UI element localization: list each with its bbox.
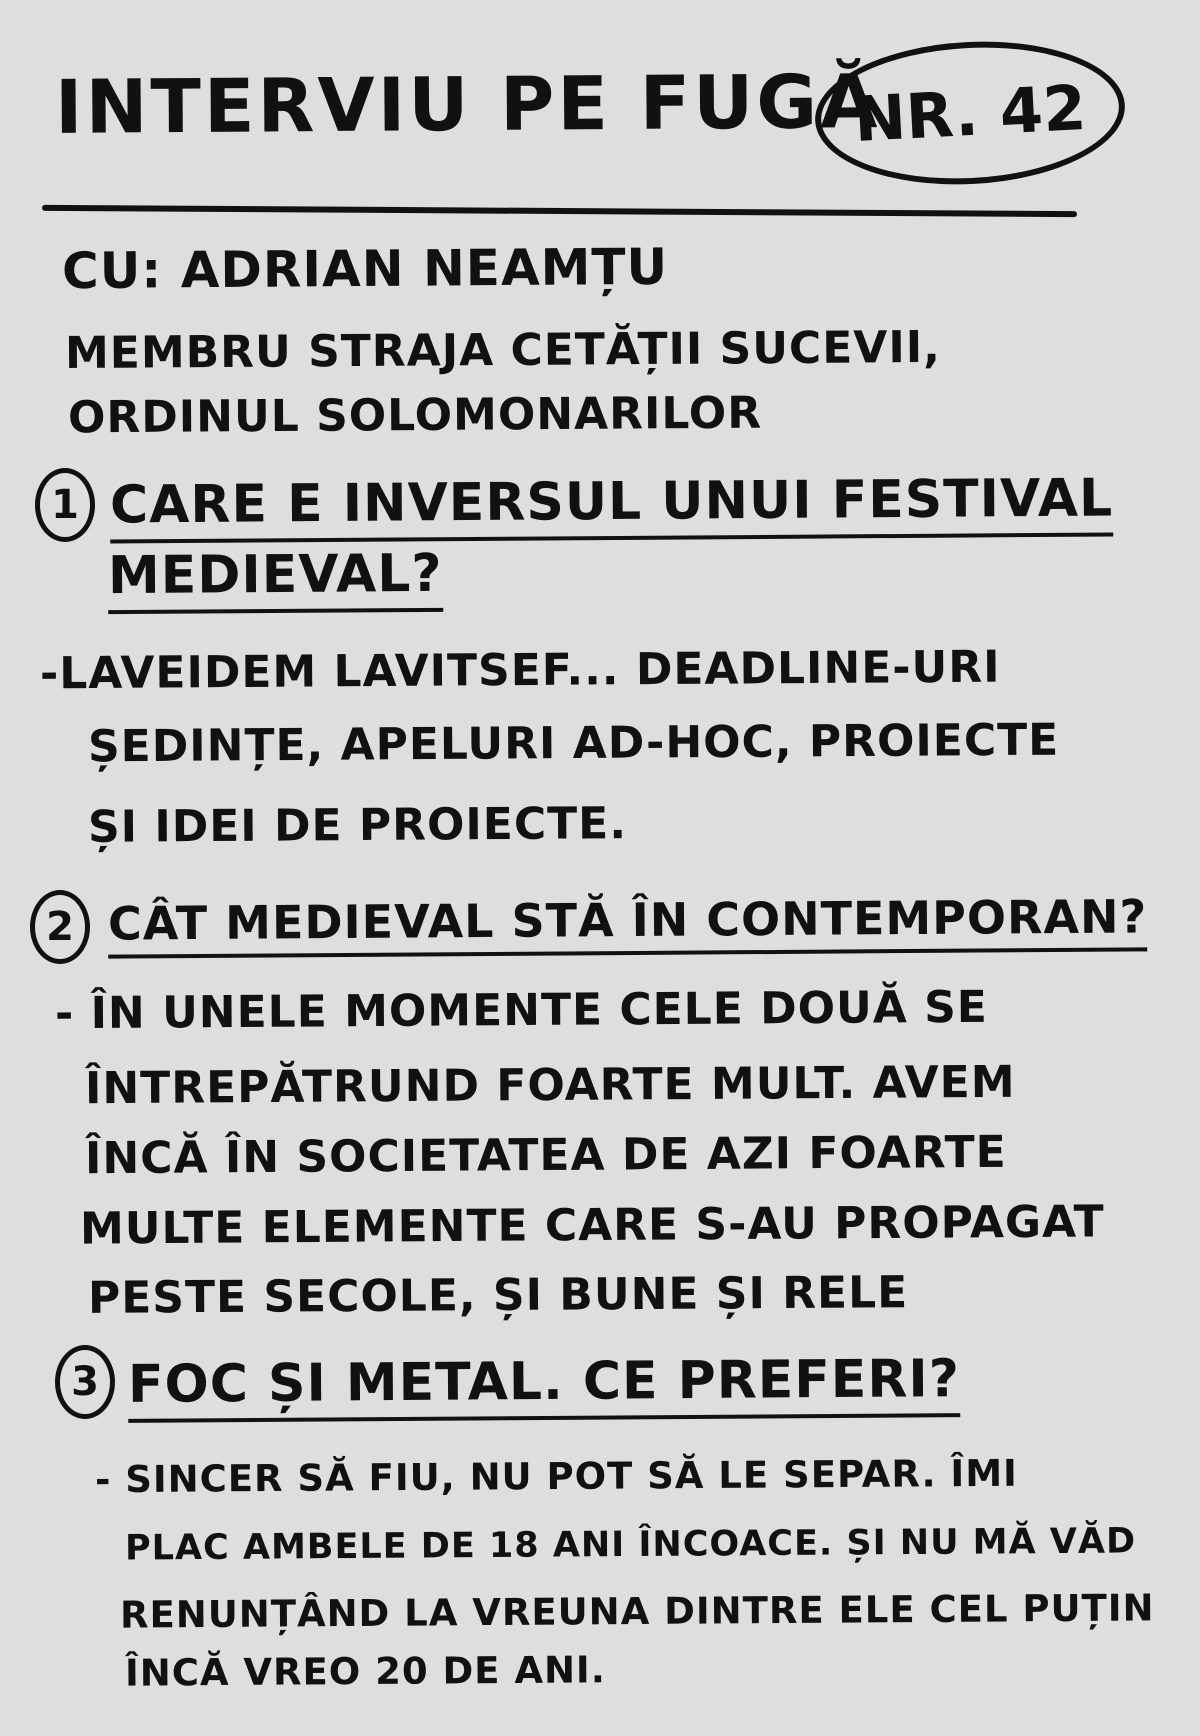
question-1-text: CARE E INVERSUL UNUI FESTIVAL xyxy=(110,468,1114,543)
answer-3-line-2: PLAC AMBELE DE 18 ANI ÎNCOACE. ȘI NU MĂ VĂD xyxy=(124,1521,1137,1569)
question-2-text: CÂT MEDIEVAL STĂ ÎN CONTEMPORAN? xyxy=(108,889,1148,958)
answer-3-line-3: RENUNȚÂND LA VREUNA DINTRE ELE CEL PUȚIN xyxy=(119,1586,1155,1637)
guest-role-line-2: ORDINUL SOLOMONARILOR xyxy=(67,387,763,444)
question-3-line-1 xyxy=(128,1349,960,1415)
answer-1-line-3: ȘI IDEI DE PROIECTE. xyxy=(87,798,628,853)
answer-2-line-4: MULTE ELEMENTE CARE S-AU PROPAGAT xyxy=(79,1196,1105,1255)
answer-2-line-5: PESTE SECOLE, ȘI BUNE ȘI RELE xyxy=(87,1267,909,1324)
question-number-3: 3 xyxy=(55,1345,115,1419)
page-title: INTERVIU PE FUGĂ xyxy=(54,59,881,151)
guest-role-line-1: MEMBRU STRAJA CETĂȚII SUCEVII, xyxy=(64,321,941,380)
header-rule xyxy=(42,205,1077,217)
answer-3-line-4: ÎNCĂ VREO 20 DE ANI. xyxy=(124,1648,606,1695)
answer-3-line-1: - SINCER SĂ FIU, NU POT SĂ LE SEPAR. ÎMI xyxy=(94,1451,1018,1502)
answer-1-line-1: -LAVEIDEM LAVITSEF... DEADLINE-URI xyxy=(39,641,1001,700)
question-1-line-1 xyxy=(110,468,1114,535)
guest-name: CU: ADRIAN NEAMȚU xyxy=(61,237,669,301)
answer-1-line-2: ȘEDINȚE, APELURI AD-HOC, PROIECTE xyxy=(87,714,1060,773)
answer-2-line-2: ÎNTREPĂTRUND FOARTE MULT. AVEM xyxy=(84,1056,1016,1115)
question-1-text-cont: MEDIEVAL? xyxy=(108,544,443,614)
question-number-2: 2 xyxy=(30,890,90,964)
question-2-line-1 xyxy=(108,889,1148,950)
issue-number-badge: NR. 42 xyxy=(811,34,1128,192)
answer-2-line-1: - ÎN UNELE MOMENTE CELE DOUĂ SE xyxy=(54,981,989,1040)
question-number-1: 1 xyxy=(35,468,95,542)
question-3-text: FOC ȘI METAL. CE PREFERI? xyxy=(128,1349,960,1423)
answer-2-line-3: ÎNCĂ ÎN SOCIETATEA DE AZI FOARTE xyxy=(84,1126,1007,1185)
question-1-line-2 xyxy=(108,544,443,606)
